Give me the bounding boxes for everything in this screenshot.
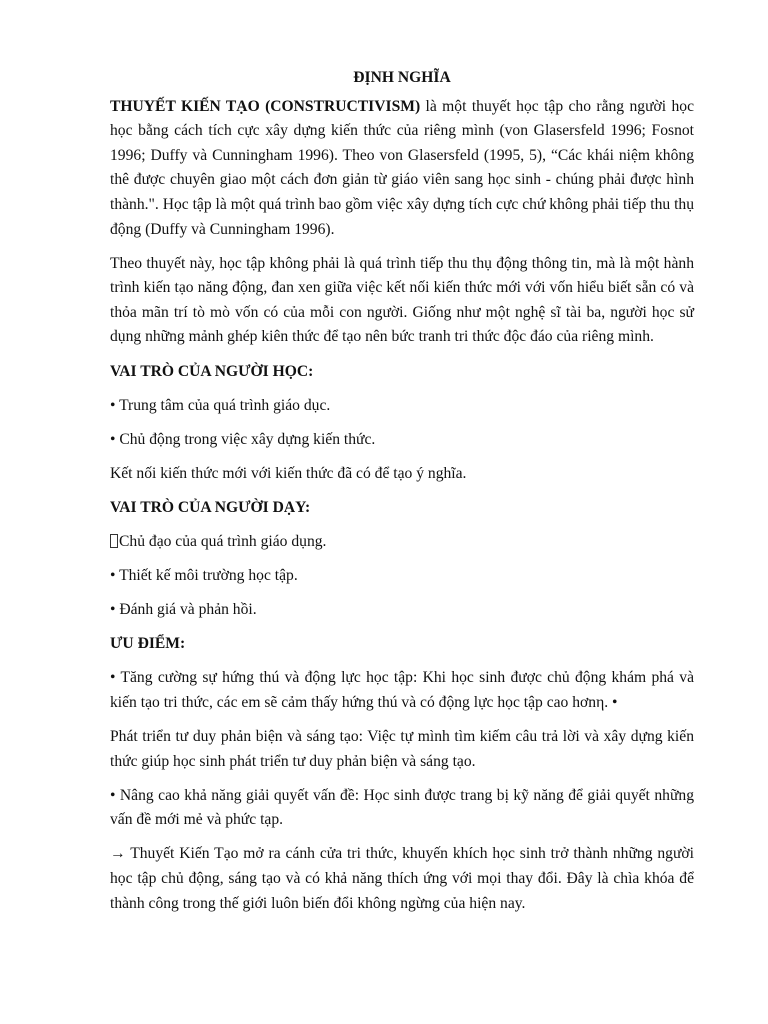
teacher-role-item — [110, 530, 694, 555]
learner-role-item: • Trung tâm của quá trình giáo dục. — [110, 396, 331, 414]
teacher-role-heading: VAI TRÒ CỦA NGƯỜI DẠY: — [110, 498, 311, 516]
advantage-item: Phát triển tư duy phản biện và sáng tạo: Việc tự mình tìm kiếm câu trả lời và xây dựng kiến thức giúp học sinh phát triển tư duy phản biện và sáng tạo. — [110, 728, 694, 770]
learner-role-item: • Chủ động trong việc xây dựng kiến thức. — [110, 430, 376, 448]
missing-glyph-icon — [110, 534, 118, 548]
advantage-item: • Tăng cường sự hứng thú và động lực học tập: Khi học sinh được chủ động khám phá và kiến tạo tri thức, các em sẽ cảm thấy hứng thú và có động lực học tập cao hơnη. • — [110, 669, 694, 711]
document-page — [110, 66, 694, 926]
learner-role-heading: VAI TRÒ CỦA NGƯỜI HỌC: — [110, 362, 314, 380]
teacher-role-item: • Đánh giá và phản hồi. — [110, 601, 257, 619]
advantage-item: • Nâng cao khả năng giải quyết vấn đề: Học sinh được trang bị kỹ năng để giải quyết những vấn đề mới mẻ và phức tạp. — [110, 786, 694, 829]
advantages-heading: ƯU ĐIỂM: — [110, 635, 186, 653]
document-title: ĐỊNH NGHĨA — [353, 69, 451, 86]
definition-term: THUYẾT KIẾN TẠO (CONSTRUCTIVISM) — [110, 97, 421, 115]
teacher-role-first-text: Chủ đạo của quá trình giáo dụng. — [119, 533, 327, 550]
teacher-role-item: • Thiết kế môi trường học tập. — [110, 567, 298, 585]
intro-paragraph: Theo thuyết này, học tập không phải là quá trình tiếp thu thụ động thông tin, mà là một hành trình kiến tạo năng động, đan xen giữa việc kết nối kiến thức mới với vốn hiểu biết sẵn có và thỏa mãn trí tò mò vốn có của mỗi con người. Giống như một nghệ sĩ tài ba, người học sử dụng những mảnh ghép kiên thức để tạo nên bức tranh tri thức độc đáo của riêng mình. — [110, 254, 694, 346]
definition-paragraph — [110, 95, 694, 243]
learner-role-item: Kết nối kiến thức mới với kiến thức đã có để tạo ý nghĩa. — [110, 464, 467, 482]
conclusion-paragraph: → Thuyết Kiến Tạo mở ra cánh cửa tri thức, khuyến khích học sinh trở thành những người học tập chủ động, sáng tạo và có khả năng thích ứng với mọi thay đổi. Đây là chìa khóa để thành công trong thế giới luôn biến đổi không ngừng của hiện nay. — [110, 845, 694, 912]
definition-text: là một thuyết học tập cho rằng người học học bằng cách tích cực xây dựng kiến thức của riêng mình (von Glasersfeld 1996; Fosnot 1996; Duffy và Cunningham 1996). Theo von Glasersfeld (1995, 5), “Các khái niệm không thê được chuyên giao một cách đơn giản từ giáo viên sang học sinh - chúng phải được hình thành.". Học tập là một quá trình bao gồm việc xây dựng tích cực chứ không phải tiếp thu thụ động (Duffy và Cunningham 1996). — [110, 97, 694, 238]
